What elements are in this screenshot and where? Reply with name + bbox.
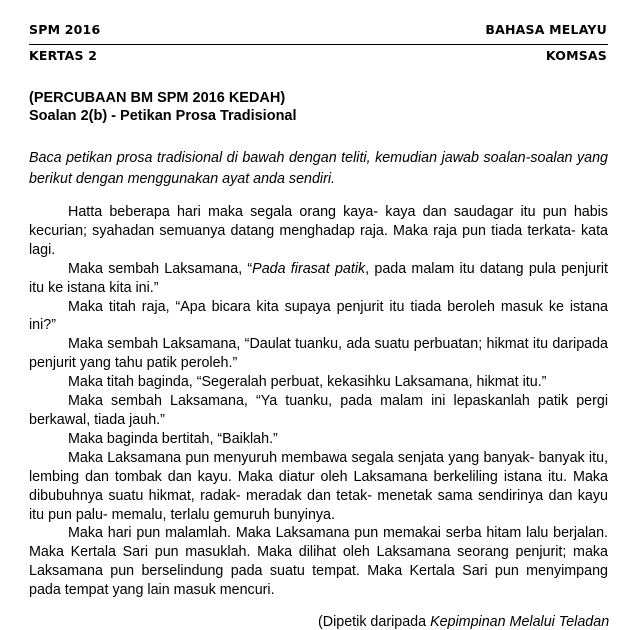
source-citation	[318, 614, 609, 630]
instruction-text: Baca petikan prosa tradisional di bawah dengan teliti, kemudian jawab soalan-soalan yang berikut dengan menggunakan ayat anda sendiri.	[29, 150, 608, 187]
passage-paragraph	[29, 260, 608, 298]
source-book-title: Kepimpinan Melalui Teladan	[430, 614, 610, 630]
header-exam-label: SPM 2016	[29, 22, 101, 37]
passage-body	[29, 203, 608, 600]
passage-paragraph: Maka Laksamana pun menyuruh membawa segala senjata yang banyak- banyak itu, lembing dan tombak dan kayu. Maka diatur oleh Laksamana berkeliling istana itu. Maka dibubuhnya suatu hikmat, radak- meradak dan tetak- menetak sama sendirinya dan kayu itu pun palu- memalu, terlalu gemuruh bunyinya.	[29, 449, 608, 523]
header-section-label: KOMSAS	[545, 48, 607, 63]
passage-paragraph: Maka titah raja, “Apa bicara kita supaya penjurit itu tiada beroleh masuk ke istana ini?”	[29, 298, 608, 334]
passage-text: , pada malam itu datang pula penjurit itu ke istana kita ini.”	[29, 260, 608, 296]
passage-paragraph: Maka sembah Laksamana, “Daulat tuanku, ada suatu perbuatan; hikmat itu daripada penjurit yang tahu patik peroleh.”	[29, 336, 608, 372]
passage-paragraph: Maka sembah Laksamana, “Ya tuanku, pada malam ini lepaskanlah patik pergi berkawal, tiada jauh.”	[29, 393, 608, 428]
header-subject-label: BAHASA MELAYU	[485, 22, 607, 37]
passage-italic-text: Pada firasat patik	[252, 260, 366, 277]
exam-title: (PERCUBAAN BM SPM 2016 KEDAH)	[29, 90, 286, 106]
passage-paragraph: Maka titah baginda, “Segeralah perbuat, kekasihku Laksamana, hikmat itu.”	[68, 374, 547, 391]
passage-text: Maka sembah Laksamana, “	[68, 260, 253, 277]
header-divider	[29, 44, 608, 45]
passage-paragraph: Hatta beberapa hari maka segala orang kaya- kaya dan saudagar itu pun habis kecurian; syahadan semuanya datang menghadap raja. Maka raja pun tiada terkata- kata lagi.	[29, 204, 608, 258]
passage-paragraph: Maka baginda bertitah, “Baiklah.”	[68, 430, 278, 447]
source-prefix: (Dipetik daripada	[318, 614, 431, 630]
header-paper-label: KERTAS 2	[29, 48, 98, 63]
question-title: Soalan 2(b) - Petikan Prosa Tradisional	[29, 108, 297, 124]
passage-paragraph: Maka hari pun malamlah. Maka Laksamana pun memakai serba hitam lalu berjalan. Maka Kertala Sari pun masuklah. Maka dilihat oleh Laksamana seorang penjurit; maka Laksamana pun berselindung pada suatu tempat. Maka Kertala Sari pun menyimpang pada tempat yang lain masuk mencuri.	[29, 525, 608, 599]
